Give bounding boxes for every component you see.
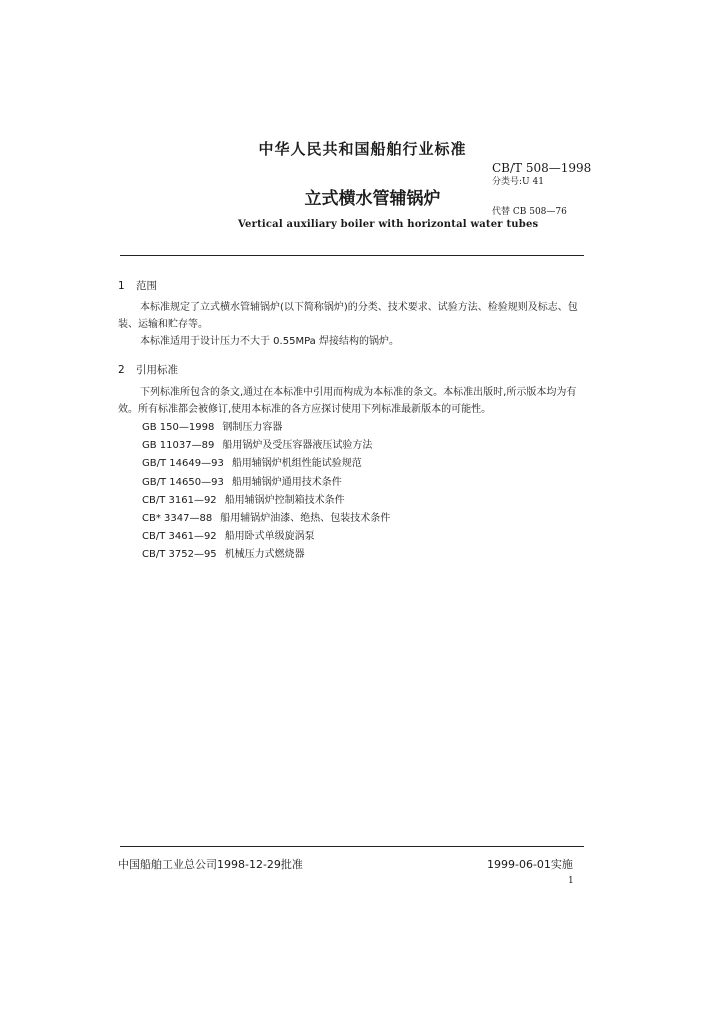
reference-item [142, 510, 390, 528]
reference-item [142, 492, 390, 510]
reference-item [142, 474, 390, 492]
paragraph-text: 本标准适用于设计压力不大于 0.55MPa 焊接结构的锅炉。 [140, 336, 399, 347]
reference-code: CB/T 3161—92 [142, 494, 217, 506]
section-heading [118, 362, 178, 377]
reference-item [142, 546, 390, 564]
reference-item [142, 455, 390, 473]
paragraph-text: 下列标准所包含的条文,通过在本标准中引用而构成为本标准的条文。本标准出版时,所示版本均为有效。所有标准都会被修订,使用本标准的各方应探讨使用下列标准最新版本的可能性。 [118, 387, 577, 415]
paragraph [118, 333, 586, 350]
section-title: 范围 [136, 280, 157, 292]
classification-number: 分类号:U 41 [492, 177, 544, 187]
reference-item [142, 437, 390, 455]
reference-code: GB 11037—89 [142, 440, 215, 452]
footer-divider [120, 846, 584, 847]
reference-title: 船用辅锅炉油漆、绝热、包装技术条件 [220, 513, 391, 525]
standard-code: CB/T 508—1998 [492, 161, 592, 175]
reference-title: 船用辅锅炉控制箱技术条件 [224, 494, 345, 506]
section-number: 2 [118, 364, 125, 376]
reference-code: CB/T 3752—95 [142, 549, 217, 561]
approval-date: 中国船舶工业总公司1998-12-29批准 [118, 858, 303, 871]
reference-title: 机械压力式燃烧器 [224, 549, 305, 561]
reference-code: GB/T 14650—93 [142, 476, 224, 488]
reference-title: 船用锅炉及受压容器液压试验方法 [222, 440, 373, 452]
reference-title: 钢制压力容器 [222, 422, 283, 433]
reference-code: GB 150—1998 [142, 422, 215, 433]
paragraph [118, 299, 586, 333]
reference-list [142, 419, 390, 565]
reference-title: 船用辅锅炉机组性能试验规范 [231, 458, 362, 470]
english-title: Vertical auxiliary boiler with horizontal water tubes [238, 219, 539, 230]
reference-item [142, 419, 390, 437]
implementation-date: 1999-06-01实施 [487, 858, 573, 871]
section-heading [118, 278, 157, 293]
reference-code: CB/T 3461—92 [142, 531, 217, 543]
page-number: 1 [568, 876, 574, 886]
section-title: 引用标准 [136, 364, 178, 376]
reference-item [142, 528, 390, 546]
section-number: 1 [118, 280, 125, 292]
reference-title: 船用卧式单级旋涡泵 [224, 531, 315, 543]
replaces-note: 代替 CB 508—76 [492, 207, 567, 217]
paragraph-text: 本标准规定了立式横水管辅锅炉(以下简称锅炉)的分类、技术要求、试验方法、检验规则及标志、包装、运输和贮存等。 [118, 302, 578, 330]
industry-standard-heading: 中华人民共和国船舶行业标准 [258, 140, 467, 158]
reference-code: GB/T 14649—93 [142, 458, 224, 470]
paragraph [118, 384, 586, 418]
reference-code: CB* 3347—88 [142, 513, 213, 525]
document-title: 立式横水管辅锅炉 [304, 189, 441, 209]
header-divider [120, 255, 584, 256]
reference-title: 船用辅锅炉通用技术条件 [231, 476, 342, 488]
